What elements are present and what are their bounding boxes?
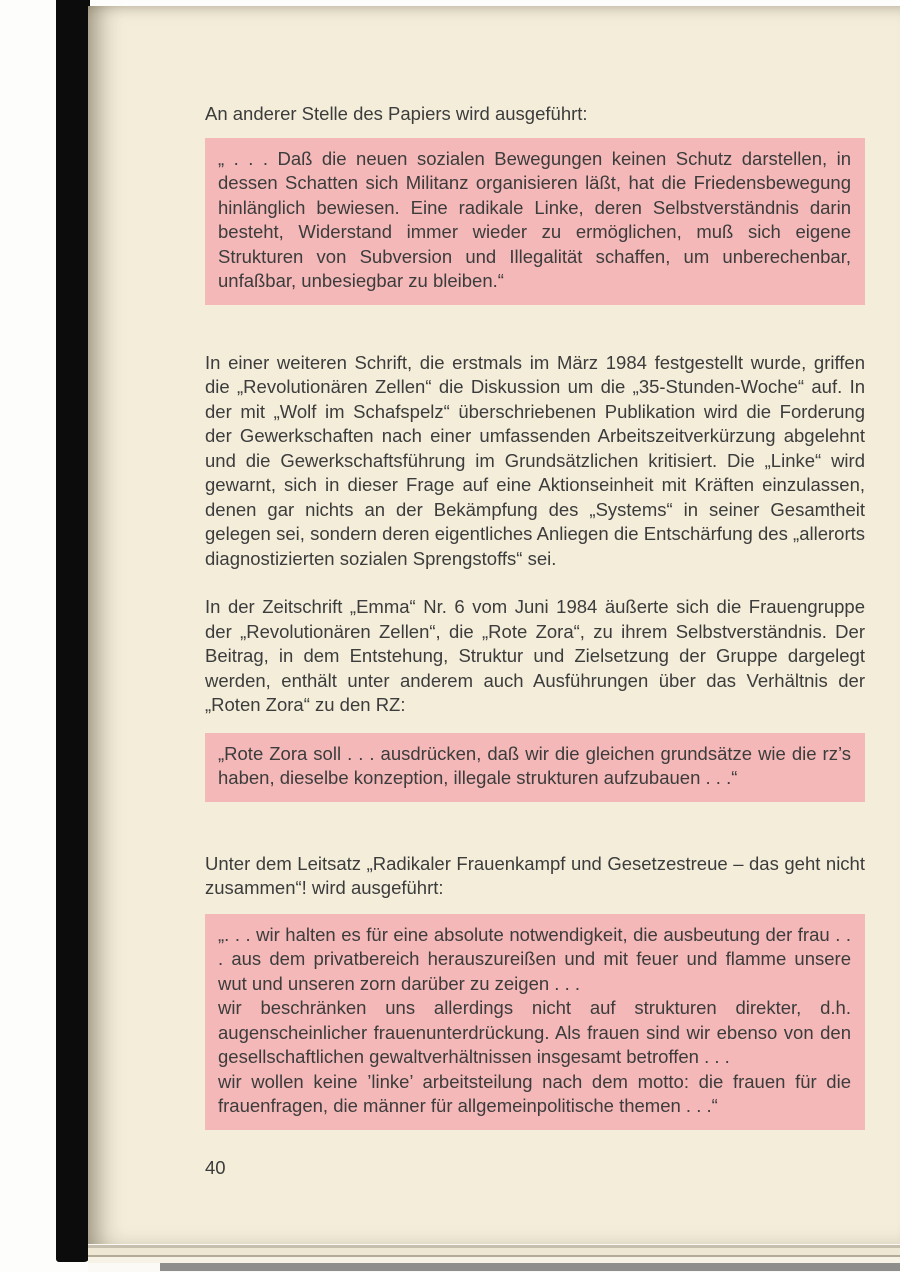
page-edge-band (88, 1248, 900, 1255)
book-spine-shadow (56, 0, 90, 1262)
page-number: 40 (205, 1156, 226, 1178)
highlighted-quote-block-2 (205, 733, 865, 802)
highlighted-quote-block-1 (205, 138, 865, 305)
paragraph-2: In der Zeitschrift „Emma“ Nr. 6 vom Juni 1984 äußerte sich die Frauengruppe der „Revolutionären Zellen“, die „Rote Zora“, zu ihrem Selbstverständnis. Der Beitrag, in dem Entstehung, Struktur und Zielsetzung der Gruppe dargelegt werden, enthält unter anderem auch Ausführungen über das Verhältnis der „Roten Zora“ zu den RZ: (205, 596, 865, 715)
paragraph-3: Unter dem Leitsatz „Radikaler Frauenkampf und Gesetzestreue – das geht nicht zusammen“! wird ausgeführt: (205, 852, 865, 898)
quote-1-text: „ . . . Daß die neuen sozialen Bewegungen keinen Schutz darstellen, in dessen Schatten sich Militanz organisieren läßt, hat die Friedensbewegung hinlänglich bewiesen. Eine radikale Linke, deren Selbstverständnis darin besteht, Widerstand immer wieder zu ermöglichen, muß sich eigene Strukturen von Subversion und Illegalität schaffen, um unberechenbar, unfaßbar, unbesiegbar zu bleiben.“ (218, 147, 851, 291)
quote-3-segment-3: wir wollen keine ’linke’ arbeitsteilung nach dem motto: die frauen für die frauenfragen, die männer für allgemeinpolitische themen . . .“ (218, 1070, 851, 1116)
scanned-page (88, 6, 900, 1244)
page-stack-edges (88, 1244, 900, 1272)
paragraph-1: In einer weiteren Schrift, die erstmals im März 1984 festgestellt wurde, griffen die „Revolutionären Zellen“ die Diskussion um die „35-Stunden-Woche“ auf. In der mit „Wolf im Schafspelz“ überschriebenen Publikation wird die Forderung der Gewerkschaften nach einer umfassenden Arbeitszeitverkürzung abgelehnt und die Gewerkschaftsführung im Grundsätzlichen kritisiert. Die „Linke“ wird gewarnt, sich in dieser Frage auf eine Aktionseinheit mit Kräften einzulassen, denen gar nichts an der Bekämpfung des „Systems“ in seiner Gesamtheit gelegen sei, sondern deren eigentliches Anliegen die Entschärfung des „allerorts diagnostizierten sozialen Sprengstoffs“ sei. (205, 351, 865, 569)
scan-bottom-shadow (160, 1263, 900, 1271)
page-content (205, 102, 865, 1180)
quote-3-segment-1: „. . . wir halten es für eine absolute notwendigkeit, die ausbeutung der frau . . . aus dem privatbereich herauszureißen und mit feuer und flamme unsere wut und unseren zorn darüber zu zeigen . . . (218, 923, 851, 994)
intro-line: An anderer Stelle des Papiers wird ausgeführt: (205, 103, 588, 124)
quote-3-segment-2: wir beschränken uns allerdings nicht auf strukturen direkter, d.h. augenscheinlicher frauenunterdrückung. Als frauen sind wir ebenso von den gesellschaftlichen gewaltverhältnissen insgesamt betroffen . . . (218, 997, 851, 1067)
quote-2-text: „Rote Zora soll . . . ausdrücken, daß wir die gleichen grundsätze wie die rz’s haben, dieselbe konzeption, illegale strukturen aufzubauen . . .“ (218, 742, 851, 788)
highlighted-quote-block-3 (205, 914, 865, 1130)
